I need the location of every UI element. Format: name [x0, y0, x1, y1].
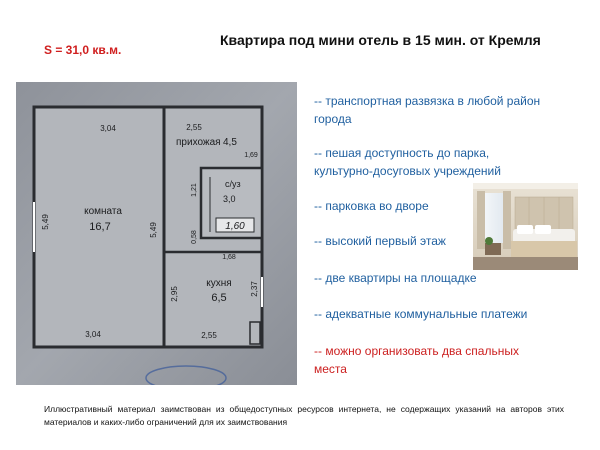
dim-door: 0,58 [191, 230, 198, 244]
feature-item: -- парковка во дворе [314, 199, 429, 213]
hall-name: прихожая [176, 137, 221, 148]
kitchen-area: 6,5 [211, 292, 227, 304]
bath-name: с/уз [225, 179, 241, 189]
feature-item: -- пешая доступность до парка, культурно-досуговых учреждений [314, 146, 501, 178]
room-name: комната [84, 206, 122, 217]
bath-area: 3,0 [223, 194, 236, 204]
floor-plan [16, 82, 297, 385]
dim-bath-bottom: 1,68 [222, 254, 236, 261]
disclaimer-note: Иллюстративный материал заимствован из общедоступных ресурсов интернета, не содержащих указаний на авторов этих материалов и каких-либо ограничений для их заимствования [44, 404, 564, 427]
dim-bottom-right: 2,55 [201, 331, 217, 340]
hotel-room-photo [473, 183, 578, 270]
plant-icon [485, 237, 493, 245]
nightstand-icon [485, 243, 501, 255]
feature-item: -- адекватные коммунальные платежи [314, 307, 528, 321]
room-area: 16,7 [89, 221, 111, 233]
dim-top-right: 2,55 [186, 123, 202, 132]
dim-kitchen-left: 2,95 [170, 286, 179, 302]
dim-left-side: 5,49 [41, 214, 50, 230]
area-label: S = 31,0 кв.м. [44, 43, 122, 57]
dim-hall-width: 1,69 [244, 152, 258, 159]
page-title: Квартира под мини отель в 15 мин. от Кремля [220, 32, 541, 48]
feature-item: -- высокий первый этаж [314, 234, 446, 248]
dim-bottom-left: 3,04 [85, 330, 101, 339]
kitchen-name: кухня [206, 278, 232, 289]
feature-item: -- две квартиры на площадке [314, 271, 477, 285]
feature-item: -- транспортная развязка в любой район города [314, 94, 541, 126]
dim-mid-side: 5,49 [149, 222, 158, 238]
dim-top-left: 3,04 [100, 124, 116, 133]
hall-area: 4,5 [223, 137, 237, 148]
bath-stamp: 1,60 [225, 221, 245, 232]
feature-item: -- можно организовать два спальных места [314, 344, 519, 376]
dim-kitchen-right: 2,37 [250, 281, 259, 297]
dim-bath-height: 1,21 [191, 183, 198, 197]
